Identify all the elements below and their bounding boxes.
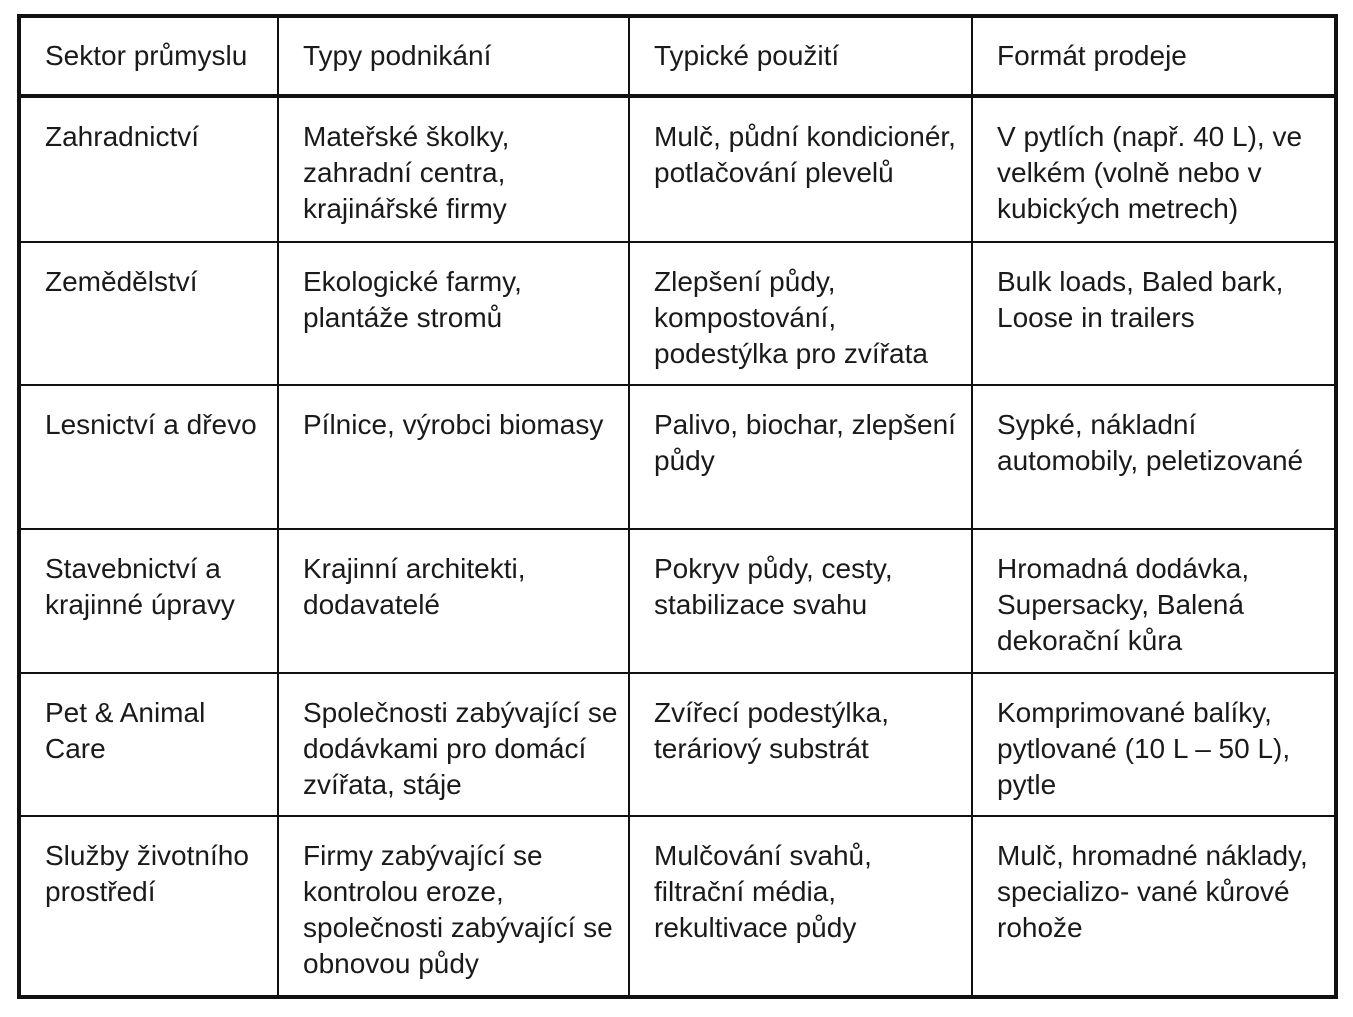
cell-business-types: Firmy zabývající se kontrolou eroze, společnosti zabývající se obnovou půdy [278,816,629,995]
industry-table [17,14,1338,999]
cell-sector: Lesnictví a dřevo [21,385,278,529]
cell-sales-format: V pytlích (např. 40 L), ve velkém (volně nebo v kubických metrech) [972,96,1334,242]
cell-business-types: Pílnice, výrobci biomasy [278,385,629,529]
cell-typical-use: Pokryv půdy, cesty, stabilizace svahu [629,529,972,673]
header-typical-use: Typické použití [629,18,972,96]
cell-sector: Stavebnictví a krajinné úpravy [21,529,278,673]
cell-sector: Pet & Animal Care [21,673,278,816]
table-row [21,529,1334,673]
table [21,18,1334,995]
table-row [21,385,1334,529]
cell-business-types: Mateřské školky, zahradní centra, krajinářské firmy [278,96,629,242]
cell-sector: Zahradnictví [21,96,278,242]
cell-typical-use: Mulč, půdní kondicionér, potlačování plevelů [629,96,972,242]
cell-sales-format: Komprimované balíky, pytlované (10 L – 50 L), pytle [972,673,1334,816]
cell-business-types: Ekologické farmy, plantáže stromů [278,242,629,385]
cell-sales-format: Sypké, nákladní automobily, peletizované [972,385,1334,529]
cell-sector: Zemědělství [21,242,278,385]
table-row [21,816,1334,995]
cell-typical-use: Palivo, biochar, zlepšení půdy [629,385,972,529]
cell-sales-format: Hromadná dodávka, Supersacky, Balená dekorační kůra [972,529,1334,673]
table-row [21,96,1334,242]
table-row [21,242,1334,385]
cell-sales-format: Bulk loads, Baled bark, Loose in trailers [972,242,1334,385]
header-business-types: Typy podnikání [278,18,629,96]
header-sector: Sektor průmyslu [21,18,278,96]
table-row [21,673,1334,816]
header-row [21,18,1334,96]
cell-business-types: Krajinní architekti, dodavatelé [278,529,629,673]
cell-sector: Služby životního prostředí [21,816,278,995]
cell-typical-use: Zlepšení půdy, kompostování, podestýlka pro zvířata [629,242,972,385]
cell-typical-use: Mulčování svahů, filtrační média, rekultivace půdy [629,816,972,995]
cell-business-types: Společnosti zabývající se dodávkami pro domácí zvířata, stáje [278,673,629,816]
cell-sales-format: Mulč, hromadné náklady, specializo- vané kůrové rohože [972,816,1334,995]
cell-typical-use: Zvířecí podestýlka, teráriový substrát [629,673,972,816]
header-sales-format: Formát prodeje [972,18,1334,96]
